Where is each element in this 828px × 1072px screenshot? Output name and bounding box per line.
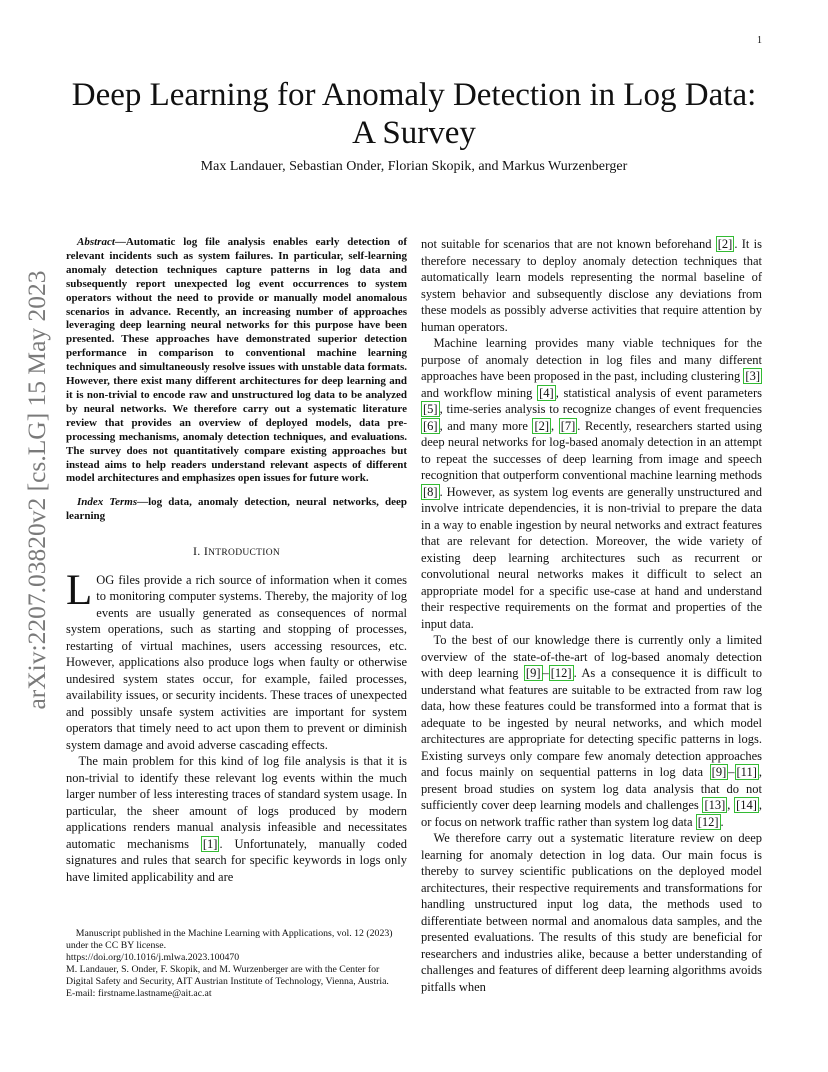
citation-link[interactable]: [3]: [745, 369, 760, 383]
citation-link[interactable]: [1]: [202, 836, 218, 851]
paragraph-text: , or focus on network traffic rather than system log data: [421, 798, 763, 829]
intro-paragraph-1-text: OG files provide a rich source of information when it comes to monitoring computer systems. Thereby, the majority of log events are usually generated as consequences of normal system operations, such as starting and stopping of processes, restarting of virtual machines, users accessing resources, etc. However, applications also produce logs when faulty or otherwise undesired system states occur, for example, failed processes, availability issues, or security incidents. These traces of unexpected and possibly unsafe system activities are important for system operators that timely need to act upon them to prevent or diminish system damage and avoid adverse cascading effects.: [66, 572, 407, 752]
index-terms-text: log data, anomaly detection, neural networks, deep learning: [66, 496, 407, 523]
paragraph-text: Machine learning provides many viable techniques for the purpose of anomaly detection in log files and many different approaches have been proposed in the past, including clustering: [421, 336, 762, 383]
paragraph-text: , present broad studies on system log data analysis that do not sufficiently cover deep learning models and challenges: [421, 765, 762, 812]
page-number: 1: [757, 35, 762, 46]
paragraph-text: , time-series analysis to recognize changes of event frequencies: [439, 402, 762, 416]
paper-title: Deep Learning for Anomaly Detection in Log Data: A Survey: [71, 77, 757, 151]
paragraph-text: . Recently, researchers started using deep neural networks for log-based anomaly detection in an attempt to repeat the successes of deep learning from image and speech recognition that outperform conventional machine learning methods: [421, 418, 762, 482]
intro-paragraph-1: [66, 566, 407, 754]
paragraph-text: not suitable for scenarios that are not known beforehand: [421, 237, 716, 251]
section-title: NTRODUCTION: [208, 548, 281, 559]
right-column: [421, 236, 762, 995]
intro-paragraph-2-continued: [421, 236, 762, 335]
footnote-email[interactable]: E-mail: firstname.lastname@ait.ac.at: [66, 988, 212, 999]
citation-link[interactable]: [12]: [697, 814, 719, 829]
abstract-text: Automatic log file analysis enables early detection of relevant incidents such as system failures. In particular, self-learning anomaly detection techniques capture patterns in log data and subsequently report unexpected log event occurrences to system operators without the need to provide or manually model anomalous scenarios in advance. Recently, an increasing number of approaches leveraging deep learning neural networks for this purpose have been presented. These approaches have demonstrated superior detection performance in comparison to conventional machine learning techniques and simultaneously resolve issues with unstable data formats. However, there exist many different architectures for deep learning and it is non-trivial to encode raw and unstructured log data to be analyzed by neural networks. We therefore carry out a systematic literature review that provides an overview of deployed models, data pre-processing mechanisms, anomaly detection techniques, and evaluations. The survey does not quantitatively compare existing approaches but instead aims to help readers understand relevant aspects of different model architectures and emphasizes open issues for future work.: [66, 236, 407, 485]
drop-cap: L: [66, 566, 93, 614]
abstract: Abstract—Automatic log file analysis enables early detection of relevant incidents such as system failures. In particular, self-learning anomaly detection techniques capture patterns in log data and subsequently report unexpected log event occurrences to system operators without the need to provide or manually model anomalous scenarios in advance. Recently, an increasing number of approaches leveraging deep learning neural networks for this purpose have been presented. These approaches have demonstrated superior detection performance in comparison to conventional machine learning techniques and simultaneously resolve issues with unstable data formats. However, there exist many different architectures for deep learning and it is non-trivial to encode raw and unstructured log data to be analyzed by neural networks. We therefore carry out a systematic literature review that provides an overview of deployed models, data pre-processing mechanisms, anomaly detection techniques, and evaluations. The survey does not quantitatively compare existing approaches but instead aims to help readers understand relevant aspects of different model architectures and emphasizes open issues for future work.: [66, 236, 407, 485]
paragraph-text: . As a consequence it is difficult to understand what features are suitable to be extracted from raw log data, how these features could be transformed into a format that is adequate to be ingested by neural networks, and which model architectures are appropriate for detecting specific patterns in logs. Existing surveys only compare few anomaly detection approaches and focus mainly on sequential patterns in log data: [421, 666, 763, 779]
footnote: [66, 928, 407, 1000]
index-terms: Index Terms—log data, anomaly detection, neural networks, deep learning: [66, 496, 407, 523]
index-terms-label: Index Terms: [77, 496, 138, 509]
intro-paragraph-5: We therefore carry out a systematic literature review on deep learning for anomaly detection in log data. Our main focus is thereby to survey scientific publications on the deployed model architectures, their respective requirements and transformations for handling unstructured input log data, the methods used to differentiate between normal and anomalous data samples, and the presented evaluations. The results of this study are beneficial for researchers and industries alike, because a better understanding of challenges and features of different deep learning algorithms avoids pitfalls when: [421, 831, 762, 994]
paragraph-text: –: [542, 666, 549, 680]
citation-link[interactable]: [4]: [539, 385, 554, 400]
citation-link[interactable]: [7]: [560, 418, 576, 433]
footnote-publication: Manuscript published in the Machine Learning with Applications, vol. 12 (2023) under the CC BY license.: [66, 928, 393, 951]
left-column: [66, 236, 407, 885]
intro-paragraph-2: [66, 753, 407, 885]
citation-link[interactable]: [5]: [423, 402, 438, 416]
citation-link[interactable]: [14]: [736, 798, 757, 812]
intro-paragraph-4: [421, 632, 762, 830]
paragraph-text: The main problem for this kind of log file analysis is that it is non-trivial to identify these relevant log events within the much larger number of less interesting traces of standard system usage. In particular, the sheer amount of logs produced by modern applications renders manual analysis infeasible and necessitates automatic mechanisms: [66, 754, 407, 851]
citation-link[interactable]: [11]: [736, 765, 757, 779]
paragraph-text: .: [720, 814, 724, 829]
paragraph-text: , statistical analysis of event parameters: [555, 385, 762, 400]
citation-link[interactable]: [9]: [525, 666, 541, 680]
citation-link[interactable]: [2]: [534, 418, 550, 433]
citation-link[interactable]: [12]: [550, 666, 572, 680]
citation-link[interactable]: [8]: [423, 484, 438, 499]
paragraph-text: and workflow mining: [421, 385, 538, 400]
author-list: Max Landauer, Sebastian Onder, Florian Skopik, and Markus Wurzenberger: [200, 159, 628, 174]
citation-link[interactable]: [9]: [711, 765, 727, 779]
citation-link[interactable]: [13]: [704, 798, 726, 812]
section-number: I. I: [192, 544, 209, 559]
footnote-affiliation: M. Landauer, S. Onder, F. Skopik, and M. Wurzenberger are with the Center for Digital Safety and Security, AIT Austrian Institute of Technology, Vienna, Austria.: [66, 964, 389, 987]
paragraph-text: . However, as system log events are generally unstructured and involve intricate dependencies, it is non-trivial to prepare the data in a way to enable ingestion by neural networks and extract features that are relevant for detection. Moreover, the wide variety of existing deep learning architectures such as recurrent or convolutional neural networks makes it difficult to select an appropriate model for a specific use-case at hand and understand their respective requirements on the format and properties of the input data.: [421, 484, 762, 631]
abstract-label: Abstract: [77, 236, 115, 248]
paragraph-text: . It is therefore necessary to deploy anomaly detection techniques that automatically learn models representing the normal baseline of system behavior and subsequently disclose any deviations from these models as possibly adverse activities that require attention by human operators.: [421, 237, 762, 334]
paragraph-text: ,: [727, 798, 735, 812]
footnote-doi[interactable]: https://doi.org/10.1016/j.mlwa.2023.100470: [66, 952, 240, 963]
paragraph-text: –: [728, 765, 735, 779]
paragraph-text: . Unfortunately, manually coded signatures and rules that search for specific keywords in logs only have limited applicability and are: [66, 836, 408, 884]
paragraph-text: To the best of our knowledge there is currently only a limited overview of the state-of-the-art of log-based anomaly detection with deep learning: [421, 633, 762, 680]
paragraph-text: ,: [551, 418, 559, 433]
paragraph-text: , and many more: [439, 418, 533, 433]
citation-link[interactable]: [6]: [423, 418, 438, 433]
arxiv-identifier[interactable]: arXiv:2207.03820v2 [cs.LG] 15 May 2023: [22, 270, 51, 710]
citation-link[interactable]: [2]: [717, 237, 733, 251]
section-heading-introduction: [66, 543, 407, 562]
intro-paragraph-3: [421, 335, 762, 632]
